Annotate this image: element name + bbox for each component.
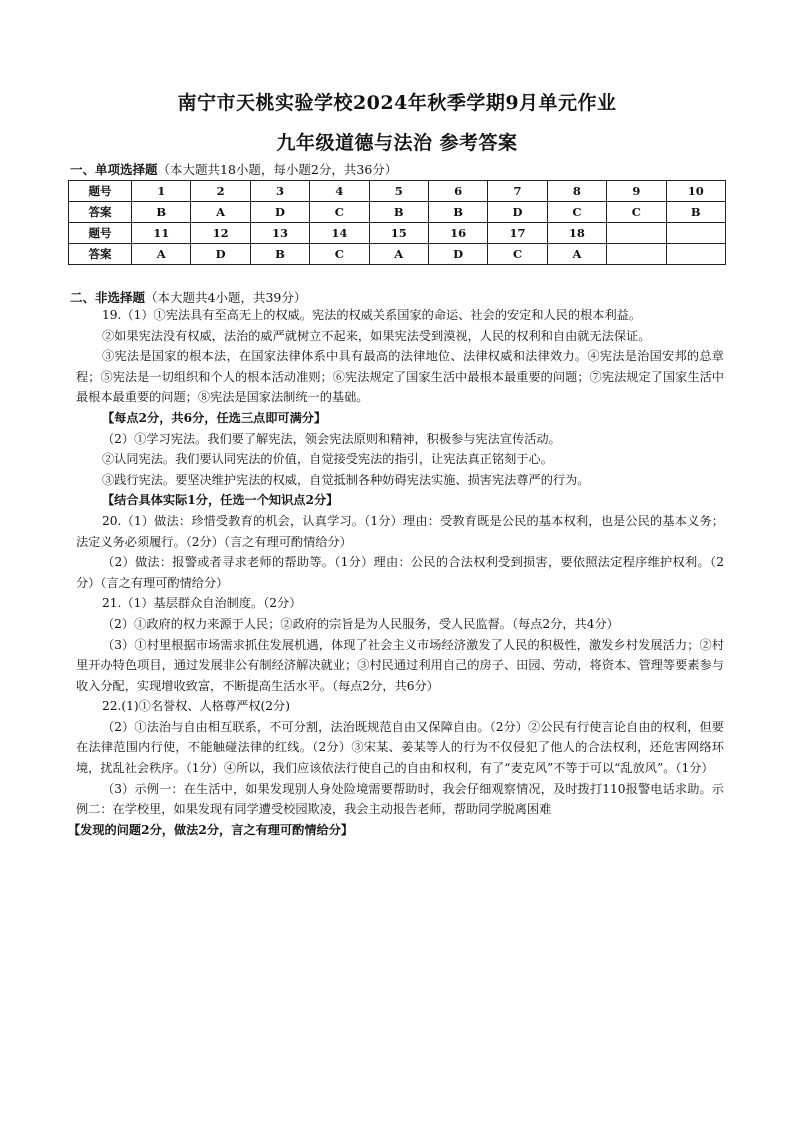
answer-paragraph: （3）①村里根据市场需求抓住发展机遇，体现了社会主义市场经济激发了人民的积极性，激发乡村发展活力；②村里开办特色项目，通过发展非公有制经济解决就业；③村民通过利用自己的房子、田园、劳动，将资本、管理等要素参与收入分配，实现增收致富，不断提高生活水平。（每点2分，共6分） — [76, 637, 724, 693]
section2-heading: 二、非选择题 — [70, 290, 146, 305]
table-cell: 15 — [369, 223, 428, 244]
table-cell: 2 — [191, 181, 250, 202]
table-cell: 题号 — [69, 181, 132, 202]
table-row — [69, 223, 726, 244]
table-cell: D — [250, 202, 309, 223]
table-cell: 1 — [132, 181, 191, 202]
document-subtitle: 九年级道德与法治 参考答案 — [276, 132, 518, 154]
answer-paragraph: （2）做法：报警或者寻求老师的帮助等。（1分）理由：公民的合法权利受到损害，要依照法定程序维护权利。（2分）（言之有理可酌情给分） — [76, 555, 724, 590]
table-cell: 答案 — [69, 202, 132, 223]
table-cell: 10 — [666, 181, 725, 202]
table-cell: B — [132, 202, 191, 223]
table-cell: A — [547, 244, 606, 265]
answer-paragraph: （3）示例一：在生活中，如果发现别人身处险境需要帮助时，我会仔细观察情况，及时拨打110报警电话求助。示例二：在学校里，如果发现有同学遭受校园欺凌，我会主动报告老师，帮助同学脱离困难 — [76, 781, 724, 817]
section1-heading: 一、单项选择题 — [70, 162, 158, 177]
table-cell: A — [191, 202, 250, 223]
table-cell: 6 — [428, 181, 487, 202]
table-cell: C — [488, 244, 547, 265]
table-cell: 12 — [191, 223, 250, 244]
table-row — [69, 202, 726, 223]
scoring-note: 【结合具体实际1分，任选一个知识点2分】 — [102, 493, 339, 508]
table-cell: 11 — [132, 223, 191, 244]
table-cell: C — [547, 202, 606, 223]
table-cell: C — [310, 244, 369, 265]
table-cell: D — [488, 202, 547, 223]
answer-paragraph: ③践行宪法。要坚决维护宪法的权威，自觉抵制各种妨碍宪法实施、损害宪法尊严的行为。 — [102, 472, 590, 487]
table-cell: B — [250, 244, 309, 265]
answer-paragraph: （2）①法治与自由相互联系，不可分割，法治既规范自由又保障自由。（2分）②公民有行使言论自由的权利，但要在法律范围内行使，不能触碰法律的红线。（2分）③宋某、姜某等人的行为不仅侵犯了他人的合法权利，还危害网络环境，扰乱社会秩序。（1分）④所以，我们应该依法行使自己的自由和权利，有了“麦克风”不等于可以“乱放风”。（1分） — [76, 719, 724, 776]
table-row — [69, 244, 726, 265]
table-cell: 17 — [488, 223, 547, 244]
table-cell — [666, 223, 725, 244]
table-cell — [607, 223, 666, 244]
section2-note: （本大题共4小题，共39分） — [145, 290, 307, 305]
table-cell: 答案 — [69, 244, 132, 265]
answer-paragraph: 20.（1）做法：珍惜受教育的机会，认真学习。（1分）理由：受教育既是公民的基本权利，也是公民的基本义务；法定义务必须履行。（2分）（言之有理可酌情给分） — [76, 513, 724, 549]
table-cell: 18 — [547, 223, 606, 244]
table-cell: 4 — [310, 181, 369, 202]
table-cell: 9 — [607, 181, 666, 202]
table-cell: D — [191, 244, 250, 265]
table-cell: 3 — [250, 181, 309, 202]
table-cell: C — [607, 202, 666, 223]
answer-table — [68, 180, 726, 265]
scoring-note: 【每点2分，共6分，任选三点即可满分】 — [102, 410, 327, 425]
table-cell: B — [428, 202, 487, 223]
answer-paragraph: ②如果宪法没有权威，法治的威严就树立不起来，如果宪法受到漠视，人民的权利和自由就无法保证。 — [102, 328, 651, 343]
answer-paragraph: 21.（1）基层群众自治制度。（2分） — [102, 596, 302, 611]
answer-paragraph: 22.(1)①名誉权、人格尊严权(2分) — [102, 699, 290, 714]
document-title: 南宁市天桃实验学校2024年秋季学期9月单元作业 — [177, 92, 617, 114]
answer-paragraph: （2）①政府的权力来源于人民；②政府的宗旨是为人民服务，受人民监督。（每点2分，共4分） — [102, 616, 619, 631]
table-cell: C — [310, 202, 369, 223]
table-row — [69, 181, 726, 202]
section2-header — [70, 288, 306, 306]
table-cell: 题号 — [69, 223, 132, 244]
table-cell: D — [428, 244, 487, 265]
section1-header — [70, 160, 397, 178]
answer-body — [68, 305, 724, 840]
table-cell: 13 — [250, 223, 309, 244]
table-cell — [666, 244, 725, 265]
answer-paragraph: ②认同宪法。我们要认同宪法的价值，自觉接受宪法的指引，让宪法真正铭刻于心。 — [102, 452, 553, 467]
table-cell: 8 — [547, 181, 606, 202]
table-cell: 7 — [488, 181, 547, 202]
table-cell: 16 — [428, 223, 487, 244]
table-cell: 14 — [310, 223, 369, 244]
table-cell: 5 — [369, 181, 428, 202]
scoring-note: 【发现的问题2分，做法2分，言之有理可酌情给分】 — [68, 822, 354, 837]
answer-paragraph: ③宪法是国家的根本法，在国家法律体系中具有最高的法律地位、法律权威和法律效力。④宪法是治国安邦的总章程；⑤宪法是一切组织和个人的根本活动准则；⑥宪法规定了国家生活中最根本最重要的问题；⑦宪法规定了国家生活中最根本最重要的问题；⑧宪法是国家法制统一的基础。 — [76, 349, 724, 405]
table-cell: A — [132, 244, 191, 265]
table-cell: A — [369, 244, 428, 265]
answer-paragraph: 19.（1）①宪法具有至高无上的权威。宪法的权威关系国家的命运、社会的安定和人民的根本利益。 — [102, 308, 642, 322]
answer-paragraph: （2）①学习宪法。我们要了解宪法，领会宪法原则和精神，积极参与宪法宣传活动。 — [102, 431, 561, 446]
table-cell — [607, 244, 666, 265]
table-cell: B — [666, 202, 725, 223]
section1-note: （本大题共18小题，每小题2分，共36分） — [157, 162, 398, 177]
table-cell: B — [369, 202, 428, 223]
